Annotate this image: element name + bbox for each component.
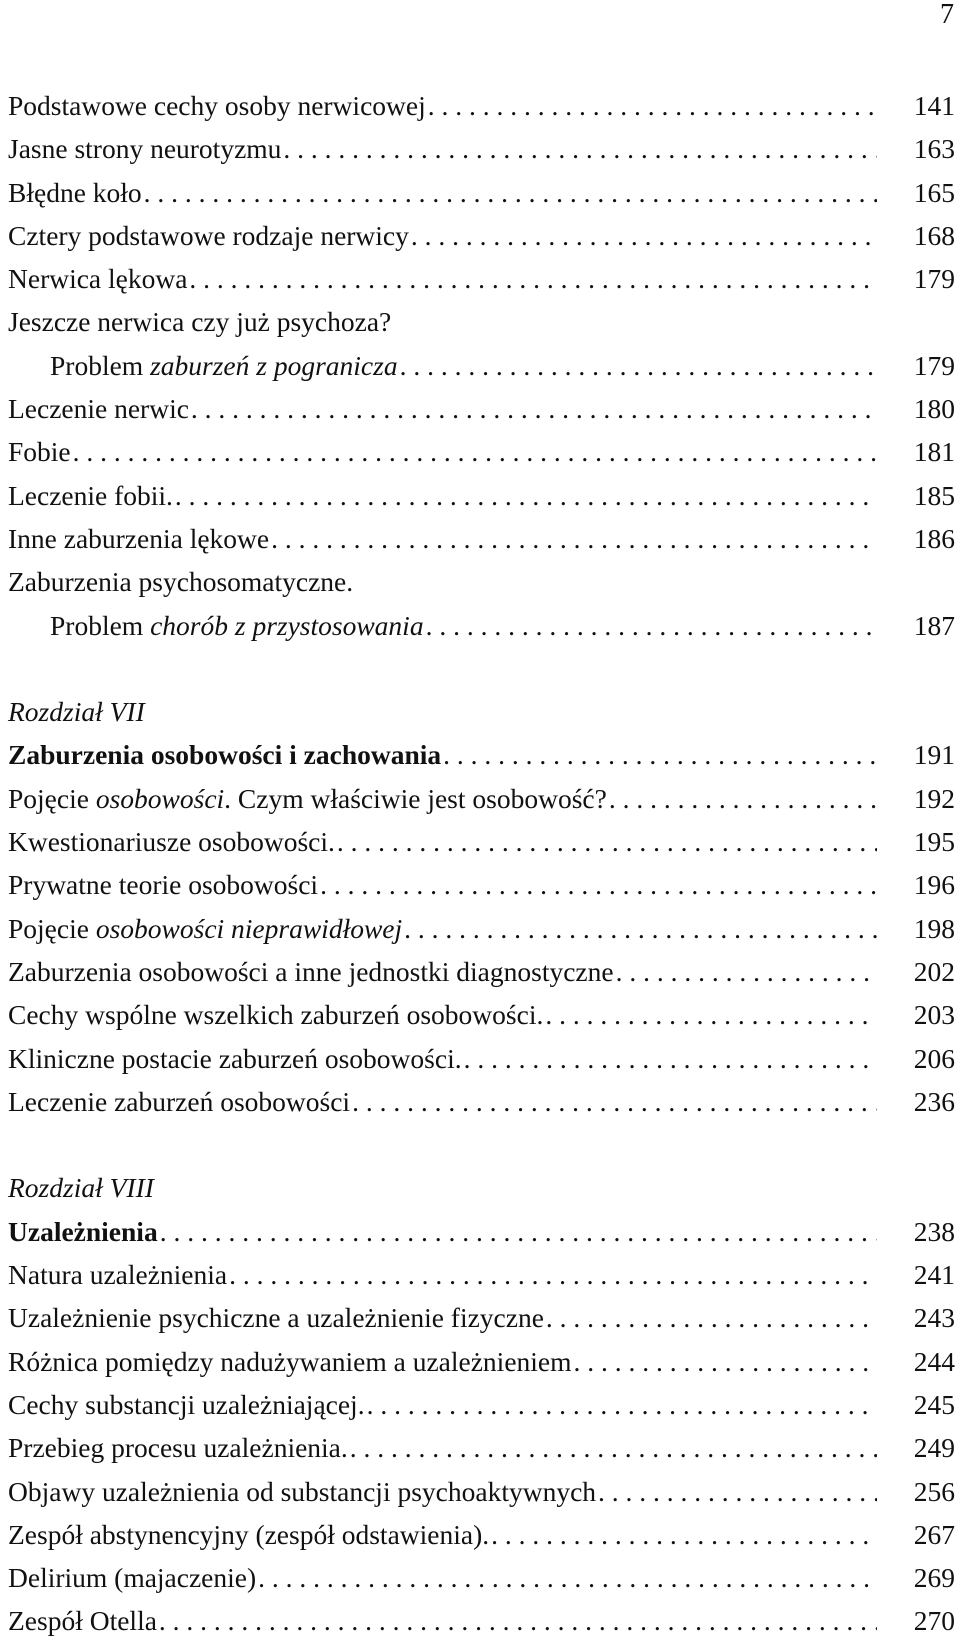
toc-entry[interactable] — [8, 344, 955, 387]
toc-entry[interactable] — [8, 1080, 955, 1123]
dot-leader — [616, 950, 877, 993]
dot-leader — [320, 863, 877, 906]
toc-entry-title-text: Fobie — [8, 436, 71, 468]
toc-entry-title-text: Prywatne teorie osobowości — [8, 869, 319, 901]
toc-entry-title — [8, 1080, 350, 1123]
toc-entry-page: 168 — [913, 219, 955, 251]
toc-entry-title-text: Inne zaburzenia lękowe — [8, 522, 270, 554]
toc-entry-title — [8, 387, 189, 430]
toc-entry-title-text: Kwestionariusze osobowości. — [8, 826, 335, 858]
toc-entry-title-text: Leczenie fobii. — [8, 479, 173, 511]
toc-entry-title-text: Cechy wspólne wszelkich zaburzeń osobowości. — [8, 999, 544, 1031]
dot-leader — [160, 1210, 877, 1253]
dot-leader — [258, 1556, 877, 1599]
toc-entry-page: 192 — [913, 782, 955, 814]
toc-entry-title-text: Nerwica lękowa — [8, 263, 188, 295]
toc-entry[interactable] — [8, 1210, 955, 1253]
toc-entry-title-text: Jasne strony neurotyzmu — [8, 133, 282, 165]
toc-entry[interactable] — [8, 257, 955, 300]
toc-entry-title-text: Zaburzenia osobowości i zachowania — [8, 739, 442, 771]
dot-leader — [574, 1340, 877, 1383]
toc-entry-title — [8, 733, 441, 776]
toc-entry-title-text: Leczenie nerwic — [8, 393, 189, 425]
toc-entry-page: 206 — [913, 1042, 955, 1074]
toc-entry[interactable] — [8, 1426, 955, 1469]
toc-entry-title-text: Zaburzenia osobowości a inne jednostki diagnostyczne — [8, 955, 614, 987]
toc-entry-title — [8, 214, 409, 257]
toc-entry-title — [8, 820, 335, 863]
toc-entry-page: 191 — [913, 739, 955, 771]
toc-entry-title-text: Zespół Otella — [8, 1605, 157, 1637]
toc-entry-title — [8, 1037, 462, 1080]
toc-entry-page: 249 — [913, 1432, 955, 1464]
toc-entry-page: 270 — [913, 1605, 955, 1637]
toc-entry[interactable] — [8, 517, 955, 560]
dot-leader — [367, 1383, 877, 1426]
toc-entry[interactable] — [8, 907, 955, 950]
toc-entry-title — [8, 171, 142, 214]
toc-entry-title-italic: zaburzeń z pogranicza — [150, 349, 398, 381]
toc-entry-page: 196 — [913, 869, 955, 901]
toc-section — [8, 647, 955, 1123]
toc-entry[interactable] — [8, 993, 955, 1036]
section-spacer — [8, 1123, 955, 1166]
toc-entry-title-text: . Czym właściwie jest osobowość? — [224, 782, 607, 814]
toc-entry-page: 195 — [913, 826, 955, 858]
toc-entry-title — [8, 604, 424, 647]
toc-entry-title — [8, 1340, 572, 1383]
toc-entry-title-text: Cechy substancji uzależniającej. — [8, 1388, 365, 1420]
toc-entry-title-text: Problem — [50, 609, 151, 641]
toc-entry-page: 244 — [913, 1345, 955, 1377]
toc-entry-title-text: Przebieg procesu uzależnienia. — [8, 1432, 348, 1464]
toc-entry-page: 236 — [913, 1085, 955, 1117]
toc-entry-title — [8, 474, 173, 517]
toc-entry-title-text: Błędne koło — [8, 176, 142, 208]
dot-leader — [159, 1599, 877, 1642]
toc-entry-page: 180 — [913, 393, 955, 425]
toc-entry[interactable] — [8, 604, 955, 647]
dot-leader — [144, 171, 877, 214]
toc-entry-title — [8, 127, 281, 170]
toc-entry[interactable] — [8, 1340, 955, 1383]
toc-entry-title-text: Pojęcie — [8, 782, 96, 814]
dot-leader — [491, 1513, 877, 1556]
toc-entry-title — [8, 1253, 227, 1296]
toc-entry-title — [8, 344, 398, 387]
toc-entry-page: 141 — [913, 90, 955, 121]
toc-entry-page: 181 — [913, 436, 955, 468]
toc-section — [8, 1123, 955, 1643]
dot-leader — [191, 387, 877, 430]
toc-entry-title-text: Uzależnienia — [8, 1215, 158, 1247]
dot-leader — [411, 214, 877, 257]
toc-entry[interactable] — [8, 127, 955, 170]
toc-entry[interactable] — [8, 1556, 955, 1599]
dot-leader — [400, 344, 877, 387]
table-of-contents — [8, 84, 955, 1643]
dot-leader — [352, 1080, 877, 1123]
toc-entry[interactable] — [8, 387, 955, 430]
page-number: 7 — [940, 0, 954, 30]
toc-entry-title-text: Problem — [50, 349, 151, 381]
toc-entry-page: 269 — [913, 1562, 955, 1594]
toc-entry[interactable] — [8, 1383, 955, 1426]
toc-entry-page: 198 — [913, 912, 955, 944]
toc-entry-title — [8, 84, 426, 127]
toc-entry-page: 179 — [913, 349, 955, 381]
toc-entry-title-text: Cztery podstawowe rodzaje nerwicy — [8, 219, 409, 251]
toc-entry-title — [8, 993, 543, 1036]
toc-entry-title-text: Zespół abstynencyjny (zespół odstawienia). — [8, 1518, 490, 1550]
section-spacer — [8, 647, 955, 690]
dot-leader — [283, 127, 877, 170]
dot-leader — [428, 84, 877, 127]
toc-entry-title — [8, 1513, 489, 1556]
toc-entry-page: 241 — [913, 1259, 955, 1291]
dot-leader — [229, 1253, 877, 1296]
toc-entry-title — [8, 1556, 256, 1599]
toc-entry[interactable] — [8, 777, 955, 820]
toc-entry-title-italic: chorób z przystosowania — [150, 609, 424, 641]
toc-entry[interactable] — [8, 1599, 955, 1642]
toc-entry-title — [8, 430, 71, 473]
toc-entry-title-text: Delirium (majaczenie) — [8, 1562, 257, 1594]
toc-entry-title — [8, 257, 187, 300]
dot-leader — [443, 733, 877, 776]
toc-entry-first-line: Jeszcze nerwica czy już psychoza? — [8, 306, 392, 338]
toc-entry-page: 267 — [913, 1518, 955, 1550]
toc-entry-title — [8, 777, 607, 820]
dot-leader — [609, 777, 877, 820]
dot-leader — [271, 517, 877, 560]
dot-leader — [350, 1426, 877, 1469]
toc-entry-title — [8, 907, 402, 950]
toc-entry[interactable] — [8, 733, 955, 776]
chapter-heading: Rozdział VIII — [8, 1172, 154, 1204]
dot-leader — [464, 1037, 877, 1080]
toc-entry-title-text: Natura uzależnienia — [8, 1259, 228, 1291]
toc-entry-title-text: Leczenie zaburzeń osobowości — [8, 1085, 351, 1117]
dot-leader — [546, 1296, 877, 1339]
dot-leader — [73, 430, 877, 473]
toc-entry-page: 238 — [913, 1215, 955, 1247]
chapter-heading: Rozdział VII — [8, 696, 145, 728]
toc-entry[interactable] — [8, 1253, 955, 1296]
toc-entry-title — [8, 1296, 544, 1339]
toc-entry-title — [8, 1470, 596, 1513]
toc-entry[interactable] — [8, 430, 955, 473]
toc-entry[interactable] — [8, 84, 955, 127]
toc-entry-title — [8, 1426, 348, 1469]
toc-entry-page: 179 — [913, 263, 955, 295]
toc-entry[interactable] — [8, 950, 955, 993]
dot-leader — [545, 993, 877, 1036]
toc-entry[interactable] — [8, 820, 955, 863]
toc-entry-page: 163 — [913, 133, 955, 165]
toc-entry[interactable] — [8, 1296, 955, 1339]
toc-entry[interactable] — [8, 171, 955, 214]
toc-entry[interactable] — [8, 1470, 955, 1513]
toc-entry-title — [8, 1599, 157, 1642]
toc-entry-title-text: Pojęcie — [8, 912, 96, 944]
toc-entry-page: 256 — [913, 1475, 955, 1507]
dot-leader — [404, 907, 877, 950]
toc-entry-page: 245 — [913, 1388, 955, 1420]
toc-entry-title — [8, 1383, 365, 1426]
toc-entry[interactable] — [8, 863, 955, 906]
toc-entry-page: 185 — [913, 479, 955, 511]
toc-entry-title — [8, 1210, 158, 1253]
toc-entry[interactable] — [8, 214, 955, 257]
toc-entry-title — [8, 950, 614, 993]
toc-entry-page: 203 — [913, 999, 955, 1031]
toc-entry-title-text: Uzależnienie psychiczne a uzależnienie fizyczne — [8, 1302, 544, 1334]
toc-entry-title-text: Kliniczne postacie zaburzeń osobowości. — [8, 1042, 462, 1074]
toc-section — [8, 84, 955, 647]
dot-leader — [189, 257, 877, 300]
toc-entry-page: 202 — [913, 955, 955, 987]
dot-leader — [598, 1470, 877, 1513]
toc-entry-title-italic: osobowości nieprawidłowej — [95, 912, 403, 944]
dot-leader — [426, 604, 877, 647]
toc-entry-page: 243 — [913, 1302, 955, 1334]
toc-entry-title — [8, 863, 318, 906]
toc-entry-title-italic: osobowości — [95, 782, 225, 814]
toc-entry-title — [8, 517, 269, 560]
toc-entry-page: 186 — [913, 522, 955, 554]
toc-entry-first-line: Zaburzenia psychosomatyczne. — [8, 566, 354, 598]
toc-entry[interactable] — [8, 1037, 955, 1080]
dot-leader — [337, 820, 877, 863]
dot-leader — [175, 474, 877, 517]
toc-entry-title-text: Różnica pomiędzy nadużywaniem a uzależnieniem — [8, 1345, 572, 1377]
toc-entry-title-text: Objawy uzależnienia od substancji psychoaktywnych — [8, 1475, 597, 1507]
toc-entry-title-text: Podstawowe cechy osoby nerwicowej — [8, 90, 426, 121]
toc-entry-page: 187 — [913, 609, 955, 641]
toc-entry[interactable] — [8, 474, 955, 517]
toc-entry-page: 165 — [913, 176, 955, 208]
toc-entry[interactable] — [8, 1513, 955, 1556]
